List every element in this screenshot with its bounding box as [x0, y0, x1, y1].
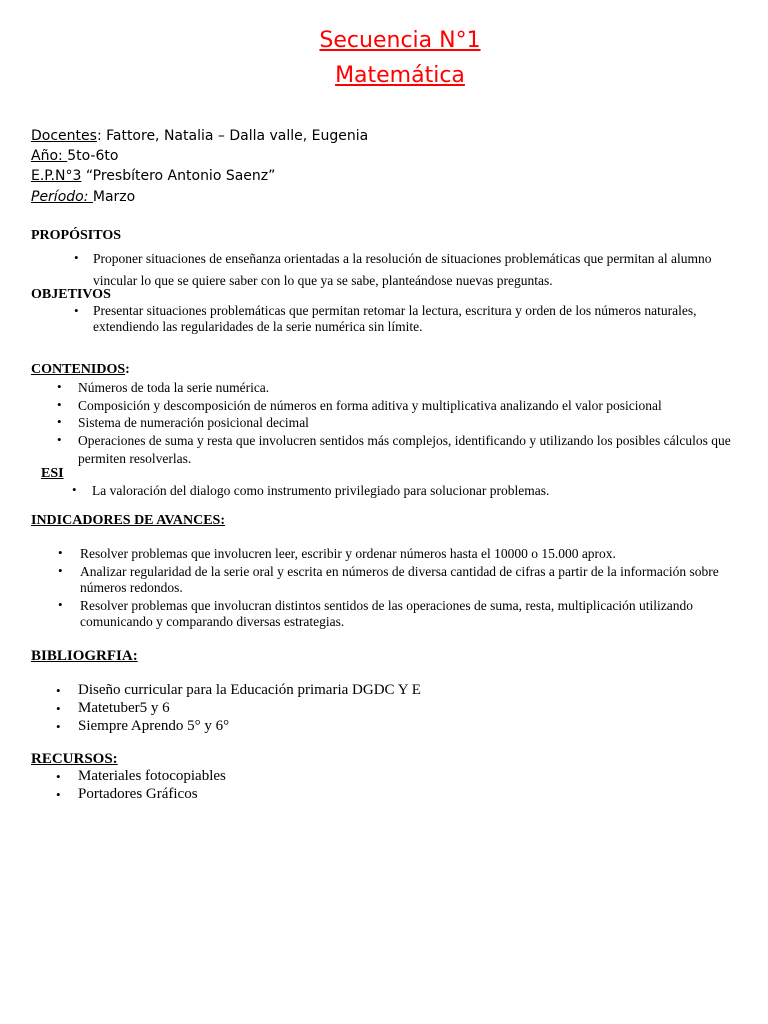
bullet-icon: • — [56, 769, 61, 784]
docentes-line — [31, 128, 368, 144]
bullet-icon: • — [57, 432, 62, 447]
bullet-icon: • — [58, 563, 63, 578]
propositos-heading: PROPÓSITOS — [31, 228, 121, 243]
indicadores-heading: INDICADORES DE AVANCES: — [31, 513, 225, 528]
escuela-line — [31, 168, 275, 184]
recursos-heading: RECURSOS: — [31, 751, 118, 767]
bullet-icon: • — [57, 379, 62, 394]
bibliografia-heading: BIBLIOGRFIA: — [31, 648, 138, 664]
propositos-item-1: Proponer situaciones de enseñanza orientadas a la resolución de situaciones problemáticas que permitan al alumno — [93, 251, 712, 266]
bibliografia-item-3: Siempre Aprendo 5° y 6° — [78, 718, 230, 734]
periodo-line — [31, 189, 135, 205]
bullet-icon: • — [74, 250, 79, 265]
escuela-label: E.P.N°3 — [31, 168, 82, 184]
escuela-value: “Presbítero Antonio Saenz” — [81, 168, 276, 184]
indicadores-item-2-cont: números redondos. — [80, 580, 183, 595]
esi-heading: ESI — [41, 466, 64, 481]
periodo-value: Marzo — [92, 189, 136, 205]
bullet-icon: • — [57, 397, 62, 412]
bullet-icon: • — [74, 303, 79, 318]
indicadores-item-3: Resolver problemas que involucran distintos sentidos de las operaciones de suma, resta, multiplicación utilizando — [80, 598, 693, 613]
bullet-icon: • — [56, 683, 61, 698]
indicadores-item-3-cont: comunicando y comparando diversas estrategias. — [80, 614, 345, 629]
document-title-line2: Matemática — [335, 63, 465, 88]
recursos-item-1: Materiales fotocopiables — [78, 768, 226, 784]
esi-item-1: La valoración del dialogo como instrumento privilegiado para solucionar problemas. — [92, 483, 550, 498]
recursos-item-2: Portadores Gráficos — [78, 786, 198, 802]
bullet-icon: • — [56, 787, 61, 802]
objetivos-heading: OBJETIVOS — [31, 287, 111, 302]
anio-value: 5to-6to — [67, 148, 119, 164]
contenidos-item-2: Composición y descomposición de números en forma aditiva y multiplicativa analizando el valor posicional — [78, 398, 662, 413]
bullet-icon: • — [72, 482, 77, 497]
contenidos-heading-text: CONTENIDOS — [31, 362, 126, 377]
contenidos-colon: : — [125, 362, 130, 377]
bullet-icon: • — [58, 545, 63, 560]
bullet-icon: • — [56, 719, 61, 734]
indicadores-item-1: Resolver problemas que involucren leer, escribir y ordenar números hasta el 10000 o 15.000 aprox. — [80, 546, 616, 561]
anio-line — [31, 148, 118, 164]
docentes-value: : Fattore, Natalia – Dalla valle, Eugenia — [96, 128, 369, 144]
contenidos-item-1: Números de toda la serie numérica. — [78, 380, 270, 395]
contenidos-item-4-cont: permiten resolverlas. — [78, 451, 192, 466]
bibliografia-item-2: Matetuber5 y 6 — [78, 700, 170, 716]
anio-label: Año: — [31, 148, 68, 164]
indicadores-item-2: Analizar regularidad de la serie oral y escrita en números de diversa cantidad de cifras a partir de la información sobre — [80, 564, 719, 579]
bullet-icon: • — [57, 414, 62, 429]
contenidos-heading — [31, 362, 130, 378]
objetivos-item-2: extendiendo las regularidades de la serie numérica sin límite. — [93, 319, 423, 334]
objetivos-item-1: Presentar situaciones problemáticas que permitan retomar la lectura, escritura y orden de los números naturales, — [93, 303, 697, 318]
periodo-label: Período: — [31, 189, 93, 205]
docentes-label: Docentes — [31, 128, 97, 144]
bibliografia-item-1: Diseño curricular para la Educación primaria DGDC Y E — [78, 682, 421, 698]
document-title-line1: Secuencia N°1 — [319, 28, 481, 53]
contenidos-item-3: Sistema de numeración posicional decimal — [78, 415, 309, 430]
bullet-icon: • — [58, 597, 63, 612]
propositos-item-2: vincular lo que se quiere saber con lo que ya se sabe, planteándose nuevas preguntas. — [93, 273, 553, 288]
contenidos-item-4: Operaciones de suma y resta que involucren sentidos más complejos, identificando y utilizando los posibles cálculos que — [78, 433, 731, 448]
bullet-icon: • — [56, 701, 61, 716]
